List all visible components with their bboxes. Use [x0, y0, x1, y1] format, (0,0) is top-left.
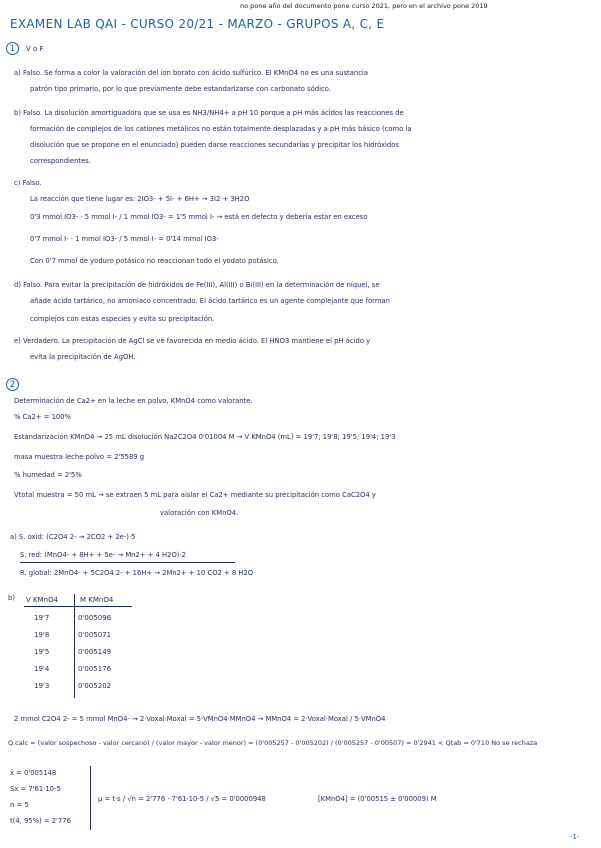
- section-1-heading: V o F: [26, 45, 44, 53]
- section-2-number: 2: [6, 378, 19, 391]
- titration-table: [24, 594, 134, 698]
- table-cell: 0'005149: [78, 648, 112, 656]
- table-cell: 19'4: [34, 665, 50, 673]
- s2-line-4: masa muestra leche polvo = 2'5589 g: [14, 453, 145, 461]
- item-d-line-1: d) Falso. Para evitar la precipitación de hidróxidos de Fe(III), Al(III) o Bi(III) en la determinación de níquel, se: [14, 281, 380, 289]
- table-cell: 19'7: [34, 614, 50, 622]
- item-b-line-3: disolución que se propone en el enunciado) pueden darse reacciones secundarias y precipitar los hidróxidos: [30, 141, 399, 149]
- confidence-interval: μ = t·s / √n = 2'776 · 7'61·10-5 / √5 = 0'0000948: [98, 795, 266, 803]
- s2-b-relation: 2 mmol C2O4 2- = 5 mmol MnO4- → 2·Voxal·Moxal = 5·VMnO4·MMnO4 → MMnO4 = 2·Voxal·Moxal / 5·VMnO4: [14, 715, 386, 723]
- table-header-m: M KMnO4: [80, 596, 114, 604]
- table-cell: 19'3: [34, 682, 50, 690]
- section-1-number: 1: [6, 42, 19, 55]
- table-cell: 0'005202: [78, 682, 112, 690]
- item-a-line-1: a) Falso. Se forma a color la valoración del ion borato con ácido sulfúrico. El KMnO4 no es una sustancia: [14, 69, 368, 77]
- s2-line-7: valoración con KMnO4.: [160, 509, 239, 517]
- table-cell: 19'8: [34, 631, 50, 639]
- item-d-line-2: añade ácido tartárico, no amoniaco concentrado. El ácido tartárico es un agente complejante que forman: [30, 297, 390, 305]
- s2-line-2: % Ca2+ = 100%: [14, 413, 71, 421]
- final-result: [KMnO4] = (0'00515 ± 0'00009) M: [318, 795, 437, 803]
- table-column-rule: [74, 594, 75, 698]
- item-c-calc-2: 0'7 mmol I- · 1 mmol IO3- / 5 mmol I- = 0'14 mmol IO3-: [30, 235, 219, 243]
- item-e-line-2: evita la precipitación de AgOH.: [30, 353, 136, 361]
- stat-mean: x̄ = 0'005148: [10, 769, 57, 777]
- item-c-heading: c) Falso.: [14, 179, 42, 187]
- s2-a-red: S. red: (MnO4- + 8H+ + 5e- → Mn2+ + 4 H2O)·2: [20, 551, 186, 559]
- page-title: EXAMEN LAB QAI - CURSO 20/21 - MARZO - GRUPOS A, C, E: [10, 17, 385, 31]
- s2-a-global: R. global: 2MnO4- + 5C2O4 2- + 16H+ → 2Mn2+ + 10 CO2 + 8 H2O: [20, 569, 254, 577]
- s2-b-qtest: Q.calc = (valor sospechoso - valor cercano) / (valor mayor - valor menor) = (0'005257 - 0'005202) / (0'005257 - 0'00507) = 0'2941 < Qtab = 0'710 No se rechaza: [8, 739, 538, 747]
- page-number: -1-: [570, 833, 580, 841]
- item-e-line-1: e) Verdadero. La precipitación de AgCl se ve favorecida en medio ácido. El HNO3 mantiene el pH ácido y: [14, 337, 371, 345]
- s2-line-1: Determinación de Ca2+ en la leche en polvo, KMnO4 como valorante.: [14, 397, 253, 405]
- top-note: no pone año del documento pone curso 2021, pero en el archivo pone 2019: [240, 2, 488, 10]
- s2-b-label: b): [8, 594, 15, 602]
- item-b-line-1: b) Falso. La disolución amortiguadora que se usa es NH3/NH4+ a pH 10 porque a pH más ácidos las reacciones de: [14, 109, 404, 117]
- half-reaction-underline: [20, 562, 235, 563]
- item-c-conclusion: Con 0'7 mmol de yoduro potásico no reaccionan todo el yodato potásico.: [30, 257, 279, 265]
- stat-std: Sx = 7'61·10-5: [10, 785, 61, 793]
- table-header-rule: [24, 606, 132, 607]
- item-b-line-4: correspondientes.: [30, 157, 91, 165]
- table-cell: 0'005096: [78, 614, 112, 622]
- s2-line-6: Vtotal muestra = 50 mL → se extraen 5 mL para aislar el Ca2+ mediante su precipitación como CaC2O4 y: [14, 491, 376, 499]
- stat-n: n = 5: [10, 801, 29, 809]
- item-d-line-3: complejos con estas especies y evita su precipitación.: [30, 315, 215, 323]
- table-cell: 0'005071: [78, 631, 112, 639]
- s2-a-oxid: a) S. oxid: (C2O4 2- → 2CO2 + 2e-)·5: [10, 533, 136, 541]
- item-c-reaction: La reacción que tiene lugar es: 2IO3- + 5I- + 6H+ → 3I2 + 3H2O: [30, 195, 250, 203]
- table-cell: 0'005176: [78, 665, 112, 673]
- stats-bracket: [90, 766, 91, 830]
- item-c-calc-1: 0'3 mmol IO3- · 5 mmol I- / 1 mmol IO3- = 1'5 mmol I- → está en defecto y debería estar en exceso: [30, 213, 368, 221]
- s2-line-3: Estandarización KMnO4 → 25 mL disolución Na2C2O4 0'01004 M → V KMnO4 (mL) = 19'7; 19'8; 19'5; 19'4; 19'3: [14, 433, 396, 441]
- s2-line-5: % humedad = 2'5%: [14, 471, 82, 479]
- table-header-v: V KMnO4: [26, 596, 59, 604]
- stat-t: t(4, 95%) = 2'776: [10, 817, 71, 825]
- table-cell: 19'5: [34, 648, 50, 656]
- item-b-line-2: formación de complejos de los cationes metálicos no están totalmente desplazadas y a pH más básico (como la: [30, 125, 412, 133]
- item-a-line-2: patrón tipo primario, por lo que previamente debe estandarizarse con carbonato sódico.: [30, 85, 331, 93]
